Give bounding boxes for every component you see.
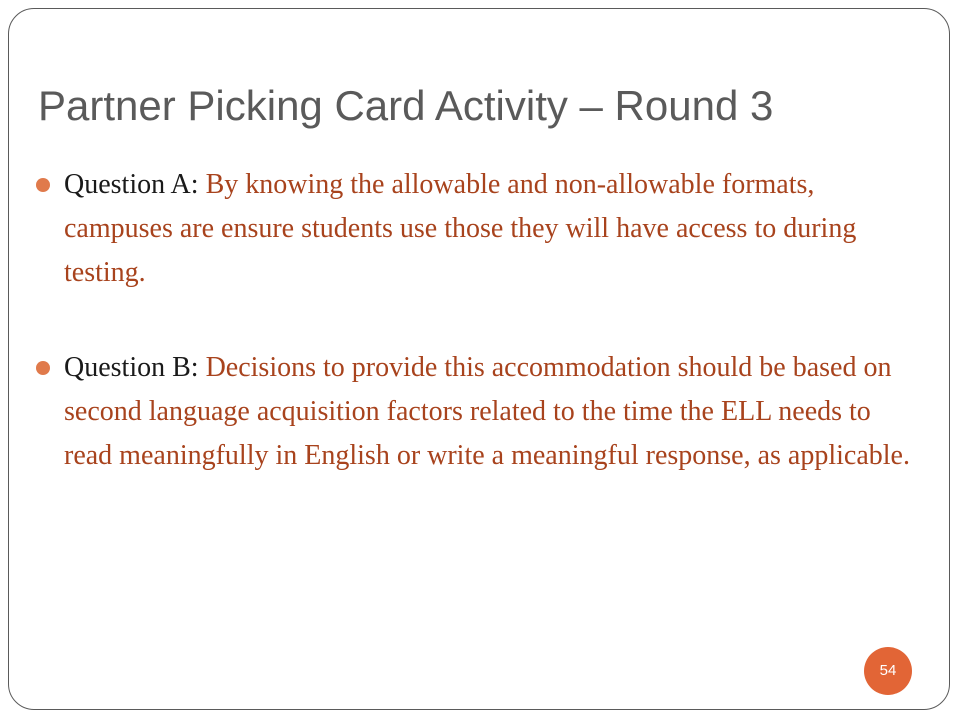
question-a-answer: By knowing the allowable and non-allowable formats, campuses are ensure students use those they will have access to during testing. [64, 169, 857, 288]
bullet-dot-icon [36, 361, 50, 375]
bullet-list [36, 163, 916, 478]
question-b-label: Question B: [64, 352, 199, 383]
bullet-question-a [36, 163, 916, 295]
question-a-label: Question A: [64, 169, 199, 200]
bullet-question-b [36, 346, 916, 478]
slide-title: Partner Picking Card Activity – Round 3 [38, 82, 774, 129]
page-number-badge: 54 [864, 647, 912, 695]
question-b-answer: Decisions to provide this accommodation should be based on second language acquisition factors related to the time the ELL needs to read meaningfully in English or write a meaningful response, as applicable. [64, 352, 910, 471]
bullet-dot-icon [36, 178, 50, 192]
